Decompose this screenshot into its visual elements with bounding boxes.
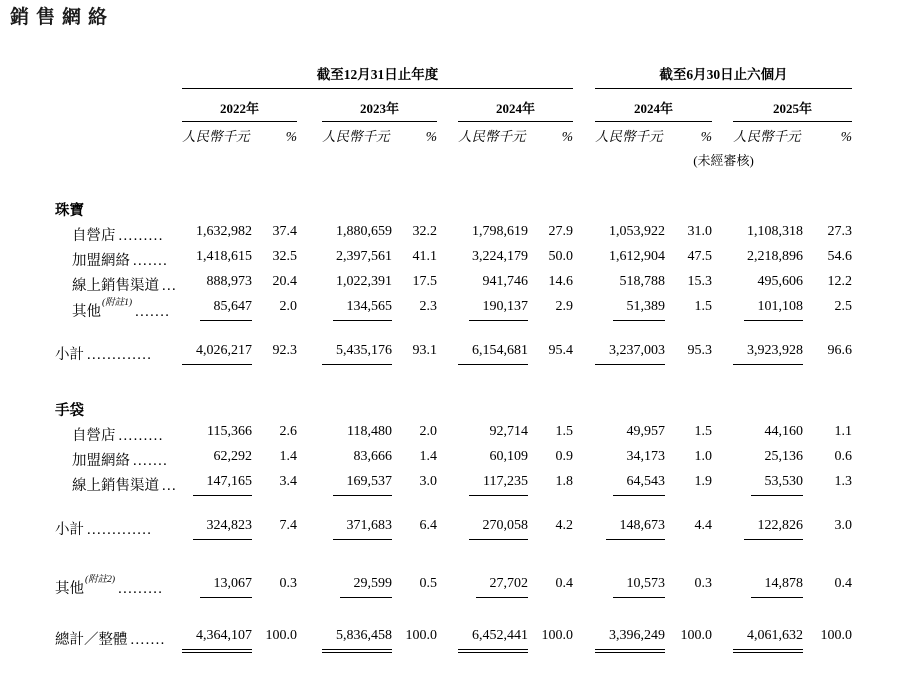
row-label: 小計 xyxy=(55,522,84,538)
percent-value: 1.3 xyxy=(834,474,853,489)
dot-leader: ............. xyxy=(87,347,153,363)
table-row xyxy=(55,474,852,506)
table-row xyxy=(55,424,852,449)
percent-value: 3.0 xyxy=(834,518,853,533)
amount-value: 83,666 xyxy=(353,449,392,464)
percent-value: 4.2 xyxy=(555,518,573,533)
percent-value: 31.0 xyxy=(687,224,712,239)
table-row xyxy=(55,576,852,608)
amount-value: 27,702 xyxy=(476,576,529,598)
table-row xyxy=(55,274,852,299)
page-title: 銷售網絡 xyxy=(10,7,115,28)
percent-value: 0.5 xyxy=(419,576,437,591)
amount-value: 122,826 xyxy=(744,518,804,540)
percent-value: 1.4 xyxy=(419,449,437,464)
amount-value: 60,109 xyxy=(489,449,528,464)
amount-value: 495,606 xyxy=(757,274,803,289)
percent-value: 14.6 xyxy=(548,274,573,289)
amount-value: 92,714 xyxy=(489,424,528,439)
amount-value: 148,673 xyxy=(606,518,666,540)
table-row xyxy=(55,199,852,224)
percent-value: 27.9 xyxy=(548,224,573,239)
amount-value: 147,165 xyxy=(193,474,253,496)
amount-value: 4,061,632 xyxy=(733,628,803,650)
table-row xyxy=(55,299,852,331)
percent-value: 50.0 xyxy=(548,249,573,264)
percent-value: 32.5 xyxy=(272,249,297,264)
percent-value: 100.0 xyxy=(680,628,712,643)
percent-value: 27.3 xyxy=(827,224,853,239)
percent-value: 92.3 xyxy=(272,343,297,358)
table-row xyxy=(55,343,852,375)
percent-value: 0.9 xyxy=(555,449,573,464)
spacer-row xyxy=(55,169,852,199)
year-header-row xyxy=(55,88,852,121)
percent-value: 96.6 xyxy=(827,343,853,358)
table-row xyxy=(55,449,852,474)
percent-label: % xyxy=(700,129,712,144)
year-column-header: 2022年 xyxy=(182,88,297,121)
dot-leader: ......... xyxy=(118,228,164,244)
row-label: 珠寶 xyxy=(55,203,84,219)
amount-value: 134,565 xyxy=(333,299,393,321)
spacer-row xyxy=(55,608,852,628)
unaudited-note-row xyxy=(55,147,852,169)
unit-label: 人民幣千元 xyxy=(182,129,250,144)
amount-value: 49,957 xyxy=(626,424,665,439)
amount-value: 3,923,928 xyxy=(733,343,803,365)
amount-value: 115,366 xyxy=(207,424,252,439)
table-row xyxy=(55,628,852,662)
amount-value: 13,067 xyxy=(200,576,253,598)
percent-value: 7.4 xyxy=(279,518,297,533)
percent-value: 2.6 xyxy=(279,424,297,439)
row-label: 加盟網絡 xyxy=(72,453,130,469)
percent-value: 47.5 xyxy=(687,249,712,264)
percent-value: 2.5 xyxy=(834,299,853,314)
amount-value: 3,396,249 xyxy=(595,628,665,650)
year-column-header: 2024年 xyxy=(458,88,573,121)
amount-value: 44,160 xyxy=(764,424,803,439)
percent-value: 100.0 xyxy=(820,628,853,643)
amount-value: 6,154,681 xyxy=(458,343,528,365)
percent-value: 2.9 xyxy=(555,299,573,314)
percent-value: 1.4 xyxy=(279,449,297,464)
amount-value: 118,480 xyxy=(347,424,392,439)
row-label: 小計 xyxy=(55,347,84,363)
amount-value: 1,108,318 xyxy=(747,224,803,239)
spacer-row xyxy=(55,550,852,576)
percent-value: 0.6 xyxy=(834,449,853,464)
percent-value: 93.1 xyxy=(412,343,437,358)
percent-value: 6.4 xyxy=(419,518,437,533)
percent-value: 95.4 xyxy=(548,343,573,358)
sales-network-table xyxy=(55,60,852,662)
amount-value: 64,543 xyxy=(613,474,666,496)
percent-value: 100.0 xyxy=(405,628,437,643)
percent-value: 54.6 xyxy=(827,249,853,264)
amount-value: 1,022,391 xyxy=(336,274,392,289)
percent-label: % xyxy=(425,129,437,144)
amount-value: 5,435,176 xyxy=(322,343,392,365)
row-label: 自營店 xyxy=(72,428,116,444)
amount-value: 117,235 xyxy=(469,474,528,496)
amount-value: 53,530 xyxy=(751,474,804,496)
percent-value: 3.0 xyxy=(419,474,437,489)
amount-value: 270,058 xyxy=(469,518,529,540)
amount-value: 169,537 xyxy=(333,474,393,496)
amount-value: 4,026,217 xyxy=(182,343,252,365)
note-ref: (附註1) xyxy=(102,298,133,308)
amount-value: 5,836,458 xyxy=(322,628,392,650)
interim-period-header: 截至6月30日止六個月 xyxy=(595,60,852,88)
amount-value: 14,878 xyxy=(751,576,804,598)
unit-label: 人民幣千元 xyxy=(595,129,663,144)
row-label: 自營店 xyxy=(72,228,116,244)
year-column-header: 2024年 xyxy=(595,88,712,121)
year-column-header: 2025年 xyxy=(733,88,852,121)
percent-value: 0.3 xyxy=(279,576,297,591)
percent-value: 2.3 xyxy=(419,299,437,314)
unit-label: 人民幣千元 xyxy=(733,129,801,144)
percent-label: % xyxy=(840,129,853,144)
percent-value: 0.3 xyxy=(694,576,712,591)
amount-value: 371,683 xyxy=(333,518,393,540)
percent-value: 41.1 xyxy=(412,249,437,264)
table-header xyxy=(55,60,852,169)
amount-value: 324,823 xyxy=(193,518,253,540)
amount-value: 190,137 xyxy=(469,299,529,321)
amount-value: 1,880,659 xyxy=(336,224,392,239)
amount-value: 1,632,982 xyxy=(196,224,252,239)
unit-label: 人民幣千元 xyxy=(322,129,390,144)
amount-value: 1,798,619 xyxy=(472,224,528,239)
percent-value: 1.1 xyxy=(834,424,853,439)
percent-value: 4.4 xyxy=(694,518,712,533)
amount-value: 1,612,904 xyxy=(609,249,665,264)
row-label: 其他 xyxy=(55,580,84,597)
amount-value: 62,292 xyxy=(213,449,252,464)
table-row xyxy=(55,399,852,424)
percent-value: 2.0 xyxy=(279,299,297,314)
percent-value: 0.4 xyxy=(555,576,573,591)
percent-label: % xyxy=(561,129,573,144)
percent-value: 1.9 xyxy=(694,474,712,489)
percent-value: 1.0 xyxy=(694,449,712,464)
table-row xyxy=(55,249,852,274)
unit-header-row xyxy=(55,121,852,147)
spacer-row xyxy=(55,331,852,343)
row-label: 線上銷售渠道 xyxy=(72,278,159,294)
dot-leader: ... xyxy=(162,278,178,294)
amount-value: 2,218,896 xyxy=(747,249,803,264)
amount-value: 101,108 xyxy=(744,299,804,321)
percent-value: 1.5 xyxy=(555,424,573,439)
amount-value: 3,237,003 xyxy=(595,343,665,365)
dot-leader: ... xyxy=(162,478,178,494)
unaudited-note: (未經審核) xyxy=(693,153,754,168)
row-label: 加盟網絡 xyxy=(72,253,130,269)
percent-value: 20.4 xyxy=(272,274,297,289)
table-body xyxy=(55,169,852,662)
percent-value: 1.5 xyxy=(694,299,712,314)
percent-value: 37.4 xyxy=(272,224,297,239)
percent-value: 1.8 xyxy=(555,474,573,489)
amount-value: 6,452,441 xyxy=(458,628,528,650)
percent-label: % xyxy=(285,129,297,144)
percent-value: 12.2 xyxy=(827,274,853,289)
amount-value: 518,788 xyxy=(619,274,665,289)
amount-value: 2,397,561 xyxy=(336,249,392,264)
amount-value: 34,173 xyxy=(626,449,665,464)
spacer-row xyxy=(55,375,852,399)
amount-value: 888,973 xyxy=(206,274,252,289)
dot-leader: ....... xyxy=(133,453,169,469)
dot-leader: ....... xyxy=(130,632,166,648)
amount-value: 941,746 xyxy=(482,274,528,289)
amount-value: 3,224,179 xyxy=(472,249,528,264)
dot-leader: ....... xyxy=(135,303,171,320)
dot-leader: ............. xyxy=(87,522,153,538)
table-row xyxy=(55,518,852,550)
note-ref: (附註2) xyxy=(85,575,116,585)
year-column-header: 2023年 xyxy=(322,88,437,121)
percent-value: 0.4 xyxy=(834,576,853,591)
table-row xyxy=(55,224,852,249)
unit-label: 人民幣千元 xyxy=(458,129,526,144)
amount-value: 25,136 xyxy=(764,449,803,464)
dot-leader: ......... xyxy=(118,428,164,444)
dot-leader: ......... xyxy=(118,580,164,597)
amount-value: 4,364,107 xyxy=(182,628,252,650)
percent-value: 100.0 xyxy=(265,628,297,643)
percent-value: 15.3 xyxy=(687,274,712,289)
row-label: 總計／整體 xyxy=(55,632,128,648)
row-label: 線上銷售渠道 xyxy=(72,478,159,494)
spacer-row xyxy=(55,506,852,518)
row-label: 手袋 xyxy=(55,403,84,419)
amount-value: 85,647 xyxy=(200,299,253,321)
percent-value: 32.2 xyxy=(412,224,437,239)
percent-value: 100.0 xyxy=(541,628,573,643)
percent-value: 17.5 xyxy=(412,274,437,289)
dot-leader: ....... xyxy=(133,253,169,269)
annual-period-header: 截至12月31日止年度 xyxy=(182,60,573,88)
percent-value: 3.4 xyxy=(279,474,297,489)
percent-value: 1.5 xyxy=(694,424,712,439)
period-header-row xyxy=(55,60,852,88)
row-label: 其他 xyxy=(72,303,101,320)
percent-value: 2.0 xyxy=(419,424,437,439)
amount-value: 10,573 xyxy=(613,576,666,598)
percent-value: 95.3 xyxy=(687,343,712,358)
amount-value: 1,418,615 xyxy=(196,249,252,264)
amount-value: 29,599 xyxy=(340,576,393,598)
amount-value: 1,053,922 xyxy=(609,224,665,239)
amount-value: 51,389 xyxy=(613,299,666,321)
